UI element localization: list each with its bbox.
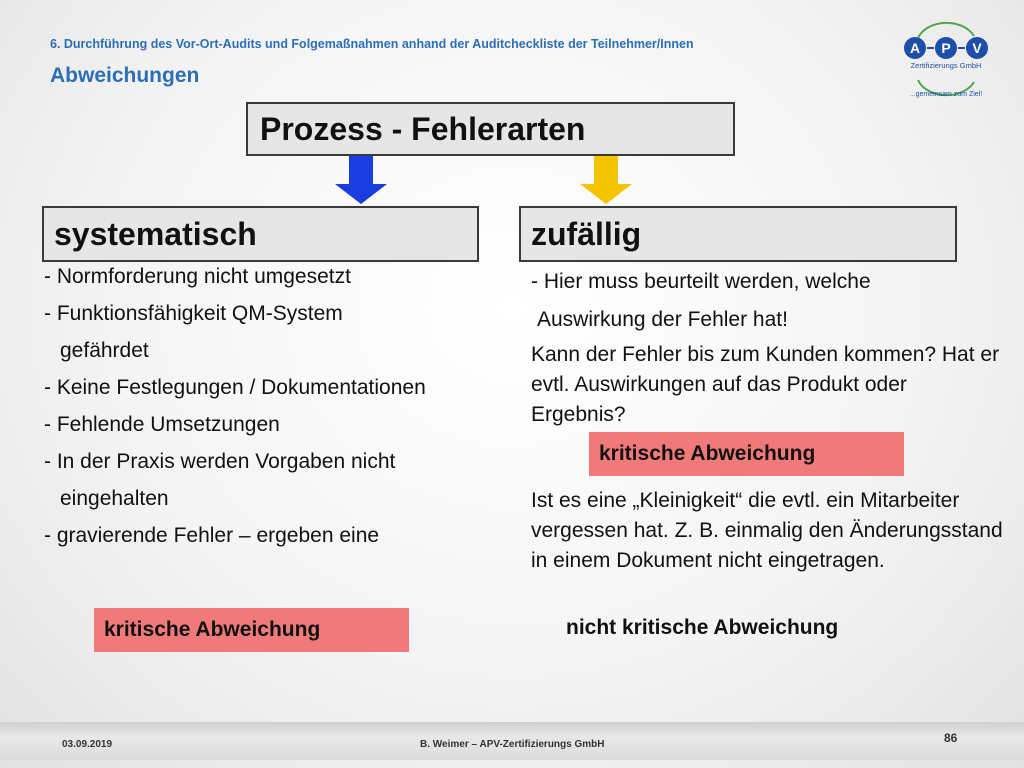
apv-logo: [896, 18, 996, 100]
footer-date: 03.09.2019: [62, 739, 113, 750]
section-title: Abweichungen: [50, 64, 200, 87]
logo-letter-p: P: [941, 40, 951, 56]
list-item: - Funktionsfähigkeit QM-System: [44, 302, 343, 325]
non-critical-deviation-label: nicht kritische Abweichung: [566, 616, 839, 639]
list-item: - Fehlende Umsetzungen: [44, 413, 280, 436]
list-item: - In der Praxis werden Vorgaben nicht: [44, 450, 396, 473]
random-box: [519, 206, 957, 262]
yellow-down-arrow: [578, 156, 634, 206]
process-error-types-label: Prozess - Fehlerarten: [260, 110, 586, 147]
logo-slogan: ...gemeinsam zum Ziel!: [909, 91, 983, 98]
process-error-types-box: [246, 102, 735, 156]
footer-author: B. Weimer – APV-Zertifizierungs GmbH: [420, 739, 605, 750]
logo-letter-v: V: [972, 40, 982, 56]
badge-label: kritische Abweichung: [599, 442, 816, 465]
random-line-1: - Hier muss beurteilt werden, welche: [531, 270, 871, 293]
random-label: zufällig: [531, 215, 642, 252]
blue-down-arrow: [333, 156, 389, 206]
logo-company: Zertifizierungs GmbH: [910, 61, 982, 70]
random-intro: [531, 263, 871, 339]
critical-deviation-badge-right: [589, 432, 904, 476]
logo-letter-a: A: [909, 40, 921, 56]
list-item: - gravierende Fehler – ergeben eine: [44, 524, 380, 547]
list-item: - Normforderung nicht umgesetzt: [44, 265, 351, 288]
systematic-box: [42, 206, 479, 262]
systematic-list: [44, 258, 426, 554]
minor-issue-paragraph: Ist es eine „Kleinigkeit“ die evtl. ein Mitarbeiter vergessen hat. Z. B. einmalig den Änderungsstand in einem Dokument nicht eingetragen.: [531, 489, 1003, 572]
list-item: eingehalten: [60, 487, 169, 510]
list-item: - Keine Festlegungen / Dokumentationen: [44, 376, 426, 399]
systematic-label: systematisch: [54, 215, 257, 252]
list-item: gefährdet: [60, 339, 149, 362]
critical-deviation-badge-left: [94, 608, 409, 652]
page-number: 86: [944, 731, 958, 745]
random-question-paragraph: Kann der Fehler bis zum Kunden kommen? Hat er evtl. Auswirkungen auf das Produkt oder Ergebnis?: [531, 343, 1000, 426]
random-line-2: Auswirkung der Fehler hat!: [537, 308, 788, 331]
chapter-heading: 6. Durchführung des Vor-Ort-Audits und Folgemaßnahmen anhand der Auditcheckliste der Teilnehmer/Innen: [50, 37, 694, 51]
badge-label: kritische Abweichung: [104, 618, 321, 641]
